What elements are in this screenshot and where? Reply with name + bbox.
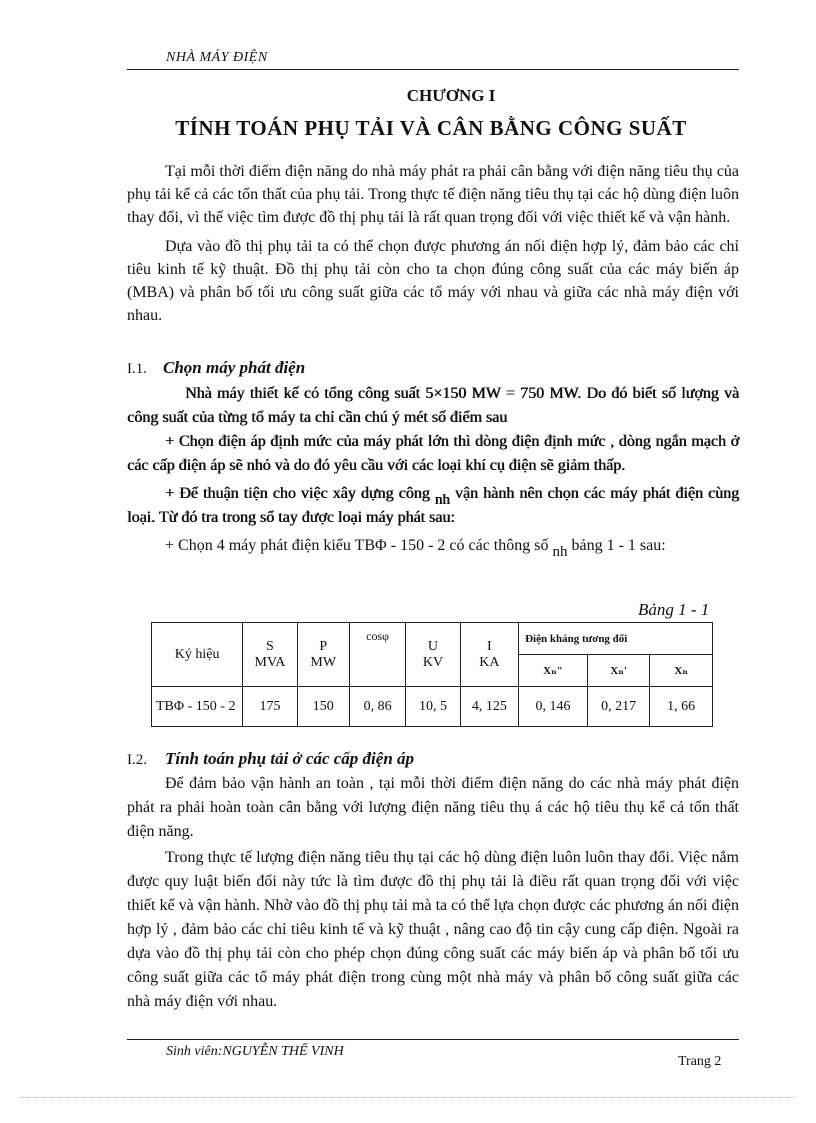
intro-paragraph-1: Tại mỗi thời điểm điện năng do nhà máy phát ra phải cân bằng với điện năng tiêu thụ của phụ tải kể cả các tổn thất của phụ tải. Trong thực tế điện năng tiêu thụ tại các hộ dùng điện luôn thay đổi, vì thế việc tìm được đồ thị phụ tải là rất quan trọng đối với việc thiết kế và vận hành. bbox=[127, 163, 739, 226]
header-i bbox=[460, 623, 518, 687]
page-number: Trang 2 bbox=[678, 1054, 722, 1069]
header-dienkhang: Điện kháng tương đối bbox=[519, 623, 713, 655]
header-i-unit: KA bbox=[479, 654, 500, 670]
header-u bbox=[406, 623, 460, 687]
header-xd-subtransient: Xₙ″ bbox=[519, 655, 588, 687]
section-1-paragraph-4 bbox=[127, 534, 739, 558]
header-title: NHÀ MÁY ĐIỆN bbox=[166, 50, 268, 65]
header-s-symbol: S bbox=[266, 638, 274, 654]
header-xd-sync: Xₙ bbox=[650, 655, 713, 687]
section-2-heading bbox=[127, 749, 414, 769]
section-1-heading bbox=[127, 358, 305, 378]
section-2-paragraph-1: Để đảm bảo vận hành an toàn , tại mỗi thời điểm điện năng do các nhà máy phát điện phát ra phải hoàn toàn cân bằng với lượng điện năng tiêu thụ á các hộ tiêu thụ kể cả tổn thất điện năng. bbox=[127, 775, 739, 840]
header-i-symbol: I bbox=[487, 638, 492, 654]
section-1-p4-end: bảng 1 - 1 sau: bbox=[571, 537, 666, 554]
header-p-symbol: P bbox=[319, 638, 328, 654]
section-1-p4-start: + Chọn 4 máy phát điện kiểu TBΦ - 150 - 2 có các thông số bbox=[165, 537, 549, 554]
header-s bbox=[243, 623, 297, 687]
header-cosphi: cosφ bbox=[349, 623, 405, 687]
header-p-unit: MW bbox=[310, 654, 337, 670]
section-2-number: I.2. bbox=[127, 752, 147, 768]
section-1-p3-end: vận hành nên chọn các máy phát điện cùng loại. Từ đó tra trong sổ tay được loại máy phát sau: bbox=[127, 485, 740, 526]
section-1-body bbox=[127, 382, 739, 558]
intro-text bbox=[127, 160, 739, 327]
header-rule bbox=[127, 69, 739, 70]
header-xd-transient: Xₙ' bbox=[587, 655, 650, 687]
section-1-title: Chọn máy phát điện bbox=[163, 358, 306, 377]
footer-student: Sinh viên:NGUYỄN THẾ VINH bbox=[166, 1044, 344, 1059]
header-u-symbol: U bbox=[427, 638, 439, 654]
cell-u: 10, 5 bbox=[406, 687, 460, 727]
chapter-title: TÍNH TOÁN PHỤ TẢI VÀ CÂN BẰNG CÔNG SUẤT bbox=[175, 116, 687, 140]
section-2-title: Tính toán phụ tải ở các cấp điện áp bbox=[165, 749, 415, 768]
section-2-body bbox=[127, 772, 739, 1014]
section-1-p3-start: + Để thuận tiện cho việc xây dựng công bbox=[165, 485, 430, 502]
section-1-paragraph-1: Nhà máy thiết kế có tổng công suất 5×150 MW = 750 MW. Do đó biết số lượng và công suất của từng tổ máy ta chỉ cần chú ý mét số điểm sau bbox=[127, 385, 739, 426]
cell-xd-sync: 1, 66 bbox=[650, 687, 713, 727]
cell-cosphi: 0, 86 bbox=[349, 687, 405, 727]
cell-xd-subtransient: 0, 146 bbox=[519, 687, 588, 727]
section-1-paragraph-3 bbox=[127, 482, 739, 530]
header-kyhieu: Ký hiệu bbox=[152, 623, 243, 687]
header-p bbox=[297, 623, 349, 687]
intro-paragraph-2: Dựa vào đồ thị phụ tải ta có thể chọn được phương án nối điện hợp lý, đảm bảo các chỉ tiêu kinh tế kỹ thuật. Đồ thị phụ tải còn cho ta chọn đúng công suất của các máy biến áp (MBA) và phân bố tối ưu công suất giữa các tổ máy với nhau và giữa các nhà máy điện với nhau. bbox=[127, 238, 739, 324]
section-1-number: I.1. bbox=[127, 361, 147, 377]
section-1-paragraph-2: + Chọn điện áp định mức của máy phát lớn thì dòng điện định mức , dòng ngắn mạch ở các cấp điện áp sẽ nhỏ và do đó yêu cầu với các loại khí cụ điện sẽ giảm thấp. bbox=[127, 433, 739, 474]
header-s-unit: MVA bbox=[254, 654, 286, 670]
page-bottom-divider bbox=[20, 1097, 796, 1098]
section-2-paragraph-2: Trong thực tế lượng điện năng tiêu thụ tại các hộ dùng điện luôn luôn thay đổi. Việc nắm được quy luật biến đổi này tức là tìm được đồ thị phụ tải là điều rất quan trọng đối với việc thiết kế và vận hành. Nhờ vào đồ thị phụ tải mà ta có thể lựa chọn được các phương án nối điện hợp lý , đảm bảo các chỉ tiêu kinh tế và kỹ thuật , nâng cao độ tin cậy cung cấp điện. Ngoài ra dựa vào đồ thị phụ tải còn cho phép chọn đúng công suất các máy biến áp và phân bố tối ưu công suất giữa các tổ máy phát điện trong cùng một nhà máy và phân bố công suất giữa các nhà máy điện với nhau. bbox=[127, 849, 739, 1010]
cell-xd-transient: 0, 217 bbox=[587, 687, 650, 727]
footer-rule bbox=[127, 1039, 739, 1040]
header-u-unit: KV bbox=[422, 654, 444, 670]
cell-s: 175 bbox=[243, 687, 297, 727]
section-1-p4-sub: nh bbox=[552, 544, 568, 560]
chapter-label: CHƯƠNG I bbox=[406, 86, 496, 105]
generator-spec-table bbox=[151, 622, 713, 727]
cell-p: 150 bbox=[297, 687, 349, 727]
cell-kyhieu: TBΦ - 150 - 2 bbox=[152, 687, 243, 727]
cell-i: 4, 125 bbox=[460, 687, 518, 727]
table-caption: Bảng 1 - 1 bbox=[638, 600, 710, 619]
section-1-p3-sub: nh bbox=[434, 492, 450, 508]
